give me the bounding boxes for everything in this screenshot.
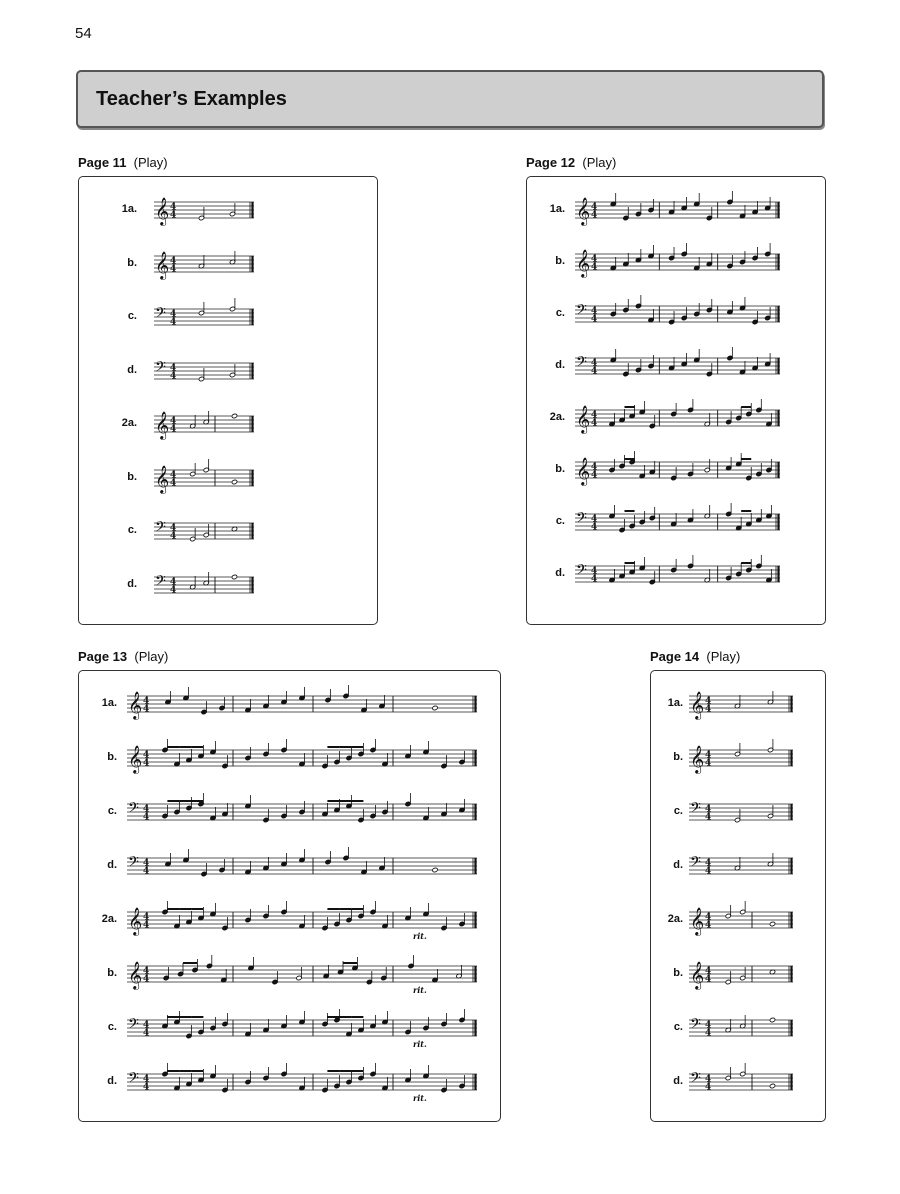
- example-label: 2a.: [121, 417, 137, 429]
- treble-clef-icon: 𝄞: [155, 464, 170, 493]
- music-staff: [127, 902, 487, 942]
- time-signature-bottom: 4: [170, 424, 177, 435]
- time-signature-top: 4: [143, 1074, 150, 1085]
- music-staff: [154, 406, 264, 446]
- ritardando-mark: rit.: [413, 1093, 427, 1103]
- treble-clef-icon: 𝄞: [128, 961, 143, 989]
- time-signature-top: 4: [705, 966, 712, 977]
- music-staff: [154, 460, 264, 500]
- music-staff: [127, 1064, 487, 1104]
- time-signature-top: 4: [143, 966, 150, 977]
- section-label-page-11: [78, 155, 168, 170]
- ritardando-mark: rit.: [413, 931, 427, 941]
- treble-clef-icon: 𝄞: [128, 691, 143, 719]
- example-label: c.: [127, 310, 137, 322]
- examples-box-page-13: [78, 670, 501, 1122]
- time-signature-top: 4: [170, 309, 177, 320]
- example-label: d.: [673, 859, 683, 871]
- example-label: 1a.: [667, 697, 683, 709]
- time-signature-bottom: 4: [705, 866, 712, 877]
- bass-clef-icon: 𝄢: [690, 854, 701, 874]
- examples-box-page-12: [526, 176, 826, 625]
- section-page: Page 13: [78, 649, 128, 664]
- time-signature-top: 4: [143, 1020, 150, 1031]
- time-signature-bottom: 4: [170, 264, 177, 274]
- example-label: c.: [107, 805, 117, 817]
- treble-clef-icon: 𝄞: [690, 907, 705, 935]
- music-staff: [127, 740, 487, 780]
- treble-clef-icon: 𝄞: [128, 745, 143, 773]
- time-signature-bottom: 4: [143, 1028, 150, 1039]
- time-signature-top: 4: [143, 912, 150, 923]
- example-label: b.: [673, 967, 683, 979]
- treble-clef-icon: 𝄞: [576, 405, 591, 433]
- time-signature-top: 4: [170, 202, 177, 213]
- time-signature-bottom: 4: [705, 1082, 712, 1093]
- time-signature-top: 4: [705, 858, 712, 869]
- treble-clef-icon: 𝄞: [690, 691, 705, 719]
- example-label: b.: [555, 463, 565, 475]
- time-signature-top: 4: [705, 696, 712, 707]
- bass-clef-icon: 𝄢: [128, 800, 139, 820]
- music-staff: [154, 299, 264, 339]
- example-label: c.: [127, 524, 137, 536]
- time-signature-bottom: 4: [591, 470, 598, 481]
- page-number: 54: [75, 25, 92, 42]
- section-page: Page 14: [650, 649, 700, 664]
- section-mode: (Play): [582, 155, 617, 170]
- bass-clef-icon: 𝄢: [128, 1070, 139, 1090]
- music-staff: [575, 452, 790, 492]
- example-label: d.: [673, 1075, 683, 1087]
- time-signature-top: 4: [591, 514, 598, 525]
- time-signature-bottom: 4: [591, 418, 598, 429]
- time-signature-top: 4: [591, 462, 598, 473]
- example-label: d.: [107, 1075, 117, 1087]
- treble-clef-icon: 𝄞: [155, 197, 170, 225]
- bass-clef-icon: 𝄢: [155, 519, 166, 539]
- bass-clef-icon: 𝄢: [576, 510, 587, 530]
- time-signature-bottom: 4: [143, 920, 150, 931]
- music-staff: [689, 1064, 803, 1104]
- time-signature-bottom: 4: [705, 758, 712, 769]
- note-head: [231, 479, 237, 484]
- section-mode: (Play): [133, 155, 168, 170]
- time-signature-top: 4: [591, 202, 598, 213]
- time-signature-bottom: 4: [591, 574, 598, 585]
- music-staff: [154, 567, 264, 607]
- time-signature-bottom: 4: [143, 758, 150, 769]
- time-signature-top: 4: [705, 750, 712, 761]
- example-label: b.: [673, 751, 683, 763]
- time-signature-bottom: 4: [705, 920, 712, 931]
- music-staff: [689, 740, 803, 780]
- page-title: Teacher’s Examples: [96, 88, 287, 110]
- time-signature-top: 4: [170, 470, 177, 480]
- example-label: d.: [555, 567, 565, 579]
- example-label: b.: [555, 255, 565, 267]
- examples-box-page-14: [650, 670, 826, 1122]
- example-label: c.: [673, 805, 683, 817]
- time-signature-bottom: 4: [705, 1028, 712, 1039]
- treble-clef-icon: 𝄞: [690, 961, 705, 989]
- time-signature-top: 4: [591, 306, 598, 317]
- time-signature-bottom: 4: [591, 366, 598, 377]
- note-head: [231, 413, 237, 418]
- bass-clef-icon: 𝄢: [128, 854, 139, 874]
- time-signature-bottom: 4: [705, 812, 712, 823]
- section-label-page-13: [78, 649, 168, 664]
- example-label: c.: [555, 307, 565, 319]
- note-head: [231, 574, 237, 579]
- time-signature-bottom: 4: [170, 371, 177, 381]
- time-signature-top: 4: [170, 256, 177, 266]
- section-mode: (Play): [134, 649, 169, 664]
- section-label-page-14: [650, 649, 740, 664]
- example-label: b.: [107, 751, 117, 763]
- time-signature-top: 4: [143, 858, 150, 869]
- note-head: [432, 867, 438, 872]
- music-staff: [154, 192, 264, 232]
- music-staff: [154, 513, 264, 553]
- example-label: 1a.: [549, 203, 565, 215]
- treble-clef-icon: 𝄞: [155, 250, 170, 279]
- example-label: d.: [127, 363, 137, 376]
- music-staff: [689, 794, 803, 834]
- time-signature-bottom: 4: [591, 210, 598, 221]
- time-signature-top: 4: [170, 416, 177, 427]
- treble-clef-icon: 𝄞: [155, 411, 170, 439]
- music-staff: [575, 556, 790, 596]
- time-signature-top: 4: [143, 750, 150, 761]
- music-staff: [689, 686, 803, 726]
- example-label: c.: [555, 515, 565, 527]
- time-signature-bottom: 4: [143, 812, 150, 823]
- music-staff: [689, 902, 803, 942]
- bass-clef-icon: 𝄢: [155, 305, 166, 325]
- time-signature-bottom: 4: [591, 522, 598, 533]
- music-staff: [575, 192, 790, 232]
- music-staff: [575, 400, 790, 440]
- bass-clef-icon: 𝄢: [128, 1016, 139, 1036]
- note-head: [769, 1017, 775, 1022]
- time-signature-bottom: 4: [591, 262, 598, 273]
- ritardando-mark: rit.: [413, 1039, 427, 1049]
- time-signature-top: 4: [705, 804, 712, 815]
- music-staff: [127, 686, 487, 726]
- time-signature-top: 4: [591, 410, 598, 421]
- treble-clef-icon: 𝄞: [576, 249, 591, 277]
- section-page: Page 12: [526, 155, 576, 170]
- music-staff: [127, 1010, 487, 1050]
- title-banner: [76, 70, 824, 128]
- time-signature-bottom: 4: [170, 317, 177, 328]
- treble-clef-icon: 𝄞: [576, 197, 591, 225]
- bass-clef-icon: 𝄢: [576, 354, 587, 374]
- time-signature-top: 4: [143, 804, 150, 815]
- music-staff: [575, 504, 790, 544]
- bass-clef-icon: 𝄢: [576, 302, 587, 322]
- time-signature-top: 4: [591, 254, 598, 265]
- example-label: 2a.: [101, 913, 117, 925]
- music-staff: [127, 794, 487, 834]
- bass-clef-icon: 𝄢: [155, 572, 166, 593]
- music-staff: [575, 296, 790, 336]
- music-staff: [154, 246, 264, 286]
- music-staff: [689, 1010, 803, 1050]
- note-head: [769, 1083, 775, 1088]
- time-signature-bottom: 4: [591, 314, 598, 325]
- time-signature-bottom: 4: [143, 866, 150, 877]
- time-signature-top: 4: [170, 577, 177, 587]
- note-head: [769, 921, 775, 926]
- example-label: b.: [127, 470, 137, 483]
- time-signature-bottom: 4: [143, 1082, 150, 1093]
- example-label: 1a.: [101, 697, 117, 709]
- music-staff: [689, 848, 803, 888]
- time-signature-bottom: 4: [143, 704, 150, 715]
- bass-clef-icon: 𝄢: [576, 562, 587, 582]
- treble-clef-icon: 𝄞: [576, 457, 591, 485]
- music-staff: [127, 956, 487, 996]
- note-head: [432, 705, 438, 710]
- section-page: Page 11: [78, 155, 127, 170]
- ritardando-mark: rit.: [413, 985, 427, 995]
- bass-clef-icon: 𝄢: [690, 800, 701, 820]
- example-label: 1a.: [121, 203, 137, 215]
- bass-clef-icon: 𝄢: [690, 1070, 701, 1090]
- example-label: c.: [673, 1021, 683, 1033]
- bass-clef-icon: 𝄢: [155, 358, 166, 379]
- time-signature-top: 4: [705, 1020, 712, 1031]
- example-label: 2a.: [549, 411, 565, 423]
- time-signature-bottom: 4: [705, 974, 712, 985]
- time-signature-top: 4: [170, 523, 177, 534]
- section-label-page-12: [526, 155, 616, 170]
- music-staff: [154, 353, 264, 393]
- example-label: b.: [107, 967, 117, 979]
- music-staff: [575, 244, 790, 284]
- time-signature-bottom: 4: [170, 531, 177, 542]
- music-staff: [127, 848, 487, 888]
- section-mode: (Play): [706, 649, 741, 664]
- example-label: b.: [127, 256, 137, 269]
- treble-clef-icon: 𝄞: [128, 907, 143, 935]
- time-signature-top: 4: [143, 696, 150, 707]
- music-staff: [575, 348, 790, 388]
- bass-clef-icon: 𝄢: [690, 1016, 701, 1036]
- time-signature-bottom: 4: [143, 974, 150, 985]
- time-signature-bottom: 4: [170, 210, 177, 221]
- time-signature-bottom: 4: [170, 585, 177, 595]
- time-signature-top: 4: [705, 912, 712, 923]
- time-signature-top: 4: [591, 358, 598, 369]
- music-staff: [689, 956, 803, 996]
- example-label: d.: [107, 859, 117, 871]
- example-label: 2a.: [667, 913, 683, 925]
- example-label: c.: [107, 1021, 117, 1033]
- example-label: d.: [127, 577, 137, 590]
- treble-clef-icon: 𝄞: [690, 745, 705, 773]
- time-signature-bottom: 4: [705, 704, 712, 715]
- time-signature-bottom: 4: [170, 478, 177, 488]
- time-signature-top: 4: [705, 1074, 712, 1085]
- time-signature-top: 4: [591, 566, 598, 577]
- time-signature-top: 4: [170, 363, 177, 373]
- example-label: d.: [555, 359, 565, 371]
- examples-box-page-11: [78, 176, 378, 625]
